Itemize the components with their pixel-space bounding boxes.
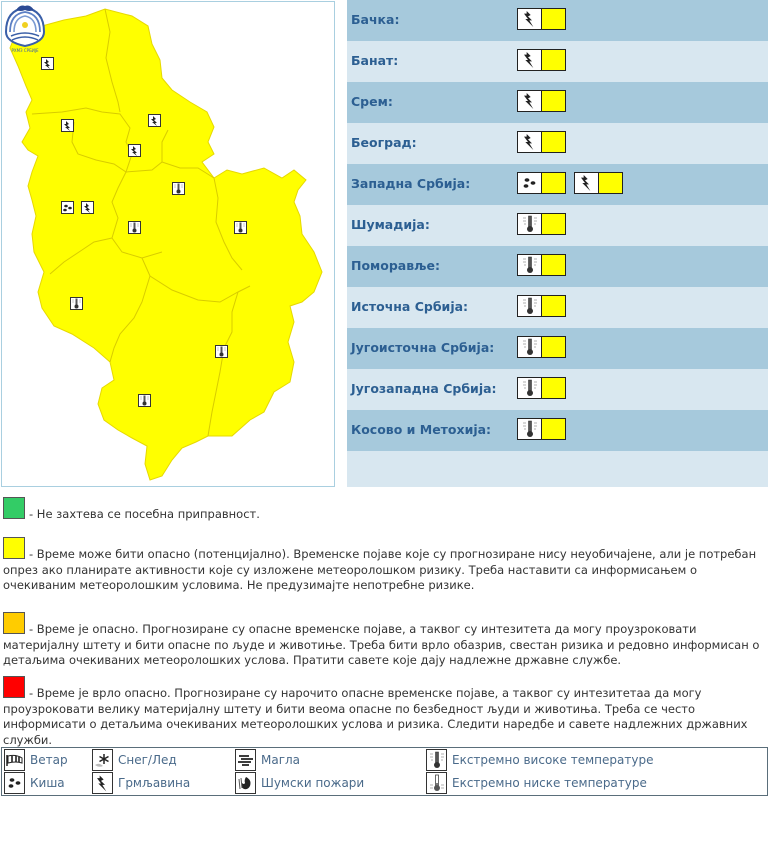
legend-label: Магла: [261, 753, 301, 767]
snow-ice-icon: [92, 749, 113, 771]
legend-rain: [4, 772, 65, 794]
map-marker-temp-sumadija[interactable]: [128, 221, 141, 234]
warning-level-yellow: [599, 173, 622, 193]
legend-label: Екстремно ниске температуре: [452, 776, 647, 790]
map-marker-thunder-zapadna[interactable]: [81, 201, 94, 214]
level-orange: [3, 612, 763, 669]
warning-level-yellow: [542, 255, 565, 275]
high-temperature-icon: [518, 255, 542, 275]
thunder-icon: [518, 50, 542, 70]
high-temperature-icon: [518, 296, 542, 316]
warning-high-temperature[interactable]: [517, 254, 566, 276]
logo-text: РХМЗ СРБИЈЕ: [11, 48, 39, 53]
legend-thunder: [92, 772, 190, 794]
region-row[interactable]: [347, 41, 768, 82]
legend-label: Грмљавина: [118, 776, 191, 790]
region-name: Шумадија:: [351, 217, 430, 232]
map-marker-thunder-srem[interactable]: [61, 119, 74, 132]
region-name: Срем:: [351, 94, 393, 109]
region-name: Југоисточна Србија:: [351, 340, 495, 355]
warning-thunder[interactable]: [517, 49, 566, 71]
region-row[interactable]: [347, 205, 768, 246]
thunder-icon: [92, 772, 113, 794]
warning-level-yellow: [542, 378, 565, 398]
warning-map: [1, 1, 335, 487]
region-row[interactable]: [347, 287, 768, 328]
region-name: Банат:: [351, 53, 399, 68]
rhmz-logo: [2, 2, 48, 54]
region-name: Поморавље:: [351, 258, 441, 273]
legend-label: Киша: [30, 776, 65, 790]
rain-icon: [4, 772, 25, 794]
map-marker-rain-zapadna[interactable]: [61, 201, 74, 214]
warning-thunder[interactable]: [517, 8, 566, 30]
warning-high-temperature[interactable]: [517, 336, 566, 358]
legend-forest-fire: [235, 772, 364, 794]
map-marker-temp-pomoravlje[interactable]: [172, 182, 185, 195]
region-name: Београд:: [351, 135, 417, 150]
yellow-swatch: [3, 537, 25, 559]
low-temperature-icon: [426, 772, 447, 794]
warning-thunder[interactable]: [517, 90, 566, 112]
map-marker-temp-jugozapadna[interactable]: [70, 297, 83, 310]
empty-row: [347, 451, 768, 487]
legend-label: Снег/Лед: [118, 753, 177, 767]
warning-high-temperature[interactable]: [517, 418, 566, 440]
legend-label: Шумски пожари: [261, 776, 365, 790]
level-green-text: - Не захтева се посебна приправност.: [29, 507, 260, 521]
warning-level-yellow: [542, 91, 565, 111]
level-yellow: [3, 537, 763, 594]
warning-level-yellow: [542, 132, 565, 152]
legend-fog: [235, 749, 300, 771]
high-temperature-icon: [518, 378, 542, 398]
level-orange-text: - Време је опасно. Прогнозиране су опасне временске појаве, а таквог су интезитета да могу проузроковати материјалну штету и бити опасне по људе и животиње. Треба бити врло обазрив, свестан ризика и редовно информисан о детаљима очекиваних метеоролошких услова. Пратити савете које дају надлежне државне службе.: [3, 622, 760, 667]
region-row[interactable]: [347, 82, 768, 123]
region-name: Југозападна Србија:: [351, 381, 497, 396]
fog-icon: [235, 749, 256, 771]
region-name: Западна Србија:: [351, 176, 471, 191]
warning-level-yellow: [542, 296, 565, 316]
thunder-icon: [518, 9, 542, 29]
forest-fire-icon: [235, 772, 256, 794]
wind-icon: [4, 749, 25, 771]
warning-level-yellow: [542, 173, 565, 193]
high-temperature-icon: [426, 749, 447, 771]
map-marker-temp-istocna[interactable]: [234, 221, 247, 234]
warning-level-yellow: [542, 337, 565, 357]
map-serbia-shape: [10, 9, 322, 480]
red-swatch: [3, 676, 25, 698]
warning-high-temperature[interactable]: [517, 213, 566, 235]
icon-legend: [1, 747, 768, 796]
region-row[interactable]: [347, 0, 768, 41]
region-row[interactable]: [347, 164, 768, 205]
map-marker-thunder-backa[interactable]: [41, 57, 54, 70]
level-green: [3, 497, 763, 523]
region-row[interactable]: [347, 410, 768, 451]
map-marker-thunder-beograd[interactable]: [128, 144, 141, 157]
level-red: [3, 676, 763, 748]
warning-thunder[interactable]: [574, 172, 623, 194]
level-red-text: - Време је врло опасно. Прогнозиране су нарочито опасне временске појаве, а таквог су интезитетаа да могу проузроковати велику материјалну штету и бити веома опасне по безбедност људи и животиња. Треба се често информисати о детаљима очекиваних метеоролошких услова и ризика. Следити наредбе и савете надлежних државних служби.: [3, 686, 748, 747]
legend-snow-ice: [92, 749, 177, 771]
warning-rain[interactable]: [517, 172, 566, 194]
region-name: Источна Србија:: [351, 299, 469, 314]
legend-label: Ветар: [30, 753, 68, 767]
high-temperature-icon: [518, 337, 542, 357]
orange-swatch: [3, 612, 25, 634]
thunder-icon: [575, 173, 599, 193]
region-row[interactable]: [347, 246, 768, 287]
region-row[interactable]: [347, 123, 768, 164]
warning-thunder[interactable]: [517, 131, 566, 153]
legend-wind: [4, 749, 68, 771]
legend-high-temperature: [426, 749, 653, 771]
map-marker-temp-jugoistocna[interactable]: [215, 345, 228, 358]
level-yellow-text: - Време може бити опасно (потенцијално). Временске појаве које су прогнозиране нису неуобичајене, али је потребан опрез ако планирате активности које су изложене метеоролошком ризику. Треба наставити са информисањем о очекиваним метеоролошким условима. Не предузимајте непотребне ризике.: [3, 547, 757, 592]
warning-high-temperature[interactable]: [517, 377, 566, 399]
region-warning-table: [347, 0, 768, 487]
rain-icon: [518, 173, 542, 193]
thunder-icon: [518, 91, 542, 111]
warning-level-yellow: [542, 9, 565, 29]
warning-high-temperature[interactable]: [517, 295, 566, 317]
region-row[interactable]: [347, 328, 768, 369]
region-name: Косово и Метохија:: [351, 422, 492, 437]
high-temperature-icon: [518, 419, 542, 439]
green-swatch: [3, 497, 25, 519]
thunder-icon: [518, 132, 542, 152]
legend-low-temperature: [426, 772, 647, 794]
warning-level-yellow: [542, 214, 565, 234]
warning-level-yellow: [542, 419, 565, 439]
legend-label: Екстремно високе температуре: [452, 753, 654, 767]
region-row[interactable]: [347, 369, 768, 410]
map-marker-temp-kosovo[interactable]: [138, 394, 151, 407]
serbia-map: [2, 2, 336, 488]
high-temperature-icon: [518, 214, 542, 234]
warning-level-yellow: [542, 50, 565, 70]
region-name: Бачка:: [351, 12, 400, 27]
map-marker-thunder-banat[interactable]: [148, 114, 161, 127]
